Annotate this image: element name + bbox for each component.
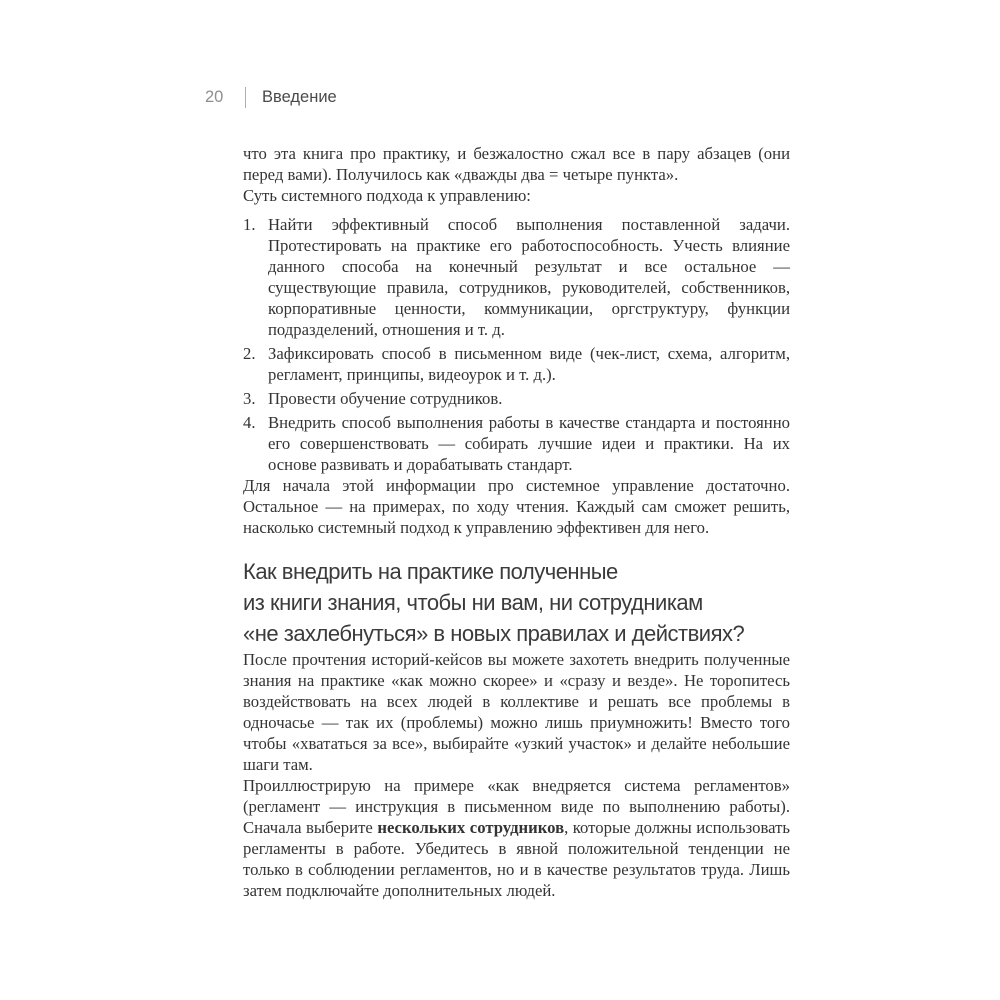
list-item — [243, 343, 790, 385]
heading-line-1: Как внедрить на практике полученные — [243, 559, 618, 584]
list-item-number: 2. — [243, 344, 256, 363]
list-item — [243, 388, 790, 409]
header-divider — [245, 87, 246, 108]
list-item — [243, 412, 790, 475]
list-item — [243, 214, 790, 340]
heading-line-2: из книги знания, чтобы ни вам, ни сотрудникам — [243, 590, 703, 615]
numbered-list — [243, 214, 790, 475]
practice-paragraph: После прочтения историй-кейсов вы можете захотеть внедрить полученные знания на практике «как можно скорее» и «сразу и везде». Не торопитесь воздействовать на всех людей в коллективе и решать все проблемы в одночасье — так их (проблемы) можно лишь приумножить! Вместо того чтобы «хвататься за все», выбирайте «узкий участок» и делайте небольшие шаги там. — [243, 650, 790, 774]
list-item-number: 1. — [243, 215, 256, 234]
page-number: 20 — [205, 88, 224, 106]
bold-phrase: нескольких сотрудников — [377, 818, 565, 837]
final-paragraph-end: , которые должны использовать регламенты в работе. Убедитесь в явной положительной тенденции не только в соблюдении регламентов, но и в качестве результатов труда. Лишь затем подключайте дополнительных людей. — [243, 818, 790, 900]
chapter-title: Введение — [262, 88, 337, 106]
list-item-number: 3. — [243, 389, 256, 408]
final-paragraph-start: Проиллюстрирую на примере «как внедряется система регламентов» (регламент — инструкция в письменном виде по выполнению работы). Сначала выберите — [243, 776, 790, 837]
heading-line-3: «не захлебнуться» в новых правилах и действиях? — [243, 621, 745, 646]
final-paragraph — [243, 775, 790, 901]
conclusion-paragraph: Для начала этой информации про системное управление достаточно. Остальное — на примерах, по ходу чтения. Каждый сам сможет решить, насколько системный подход к управлению эффективен для него. — [243, 476, 790, 537]
page-body — [243, 143, 790, 901]
list-item-text: Зафиксировать способ в письменном виде (чек-лист, схема, алгоритм, регламент, принципы, видеоурок и т. д.). — [268, 344, 790, 384]
section-heading — [243, 556, 790, 649]
intro-paragraph: что эта книга про практику, и безжалостно сжал все в пару абзацев (они перед вами). Получилось как «дважды два = четыре пункта». — [243, 144, 790, 184]
list-intro-paragraph: Суть системного подхода к управлению: — [243, 186, 531, 205]
list-item-text: Внедрить способ выполнения работы в качестве стандарта и постоянно его совершенствовать — собирать лучшие идеи и практики. На их основе развивать и дорабатывать стандарт. — [268, 413, 790, 474]
running-header — [205, 86, 337, 108]
list-item-text: Провести обучение сотрудников. — [268, 389, 503, 408]
list-item-text: Найти эффективный способ выполнения поставленной задачи. Протестировать на практике его работоспособность. Учесть влияние данного способа на конечный результат и все остальное — существующие правила, сотрудников, руководителей, собственников, корпоративные ценности, коммуникации, оргструктуру, функции подразделений, отношения и т. д. — [268, 215, 790, 339]
list-item-number: 4. — [243, 413, 256, 432]
